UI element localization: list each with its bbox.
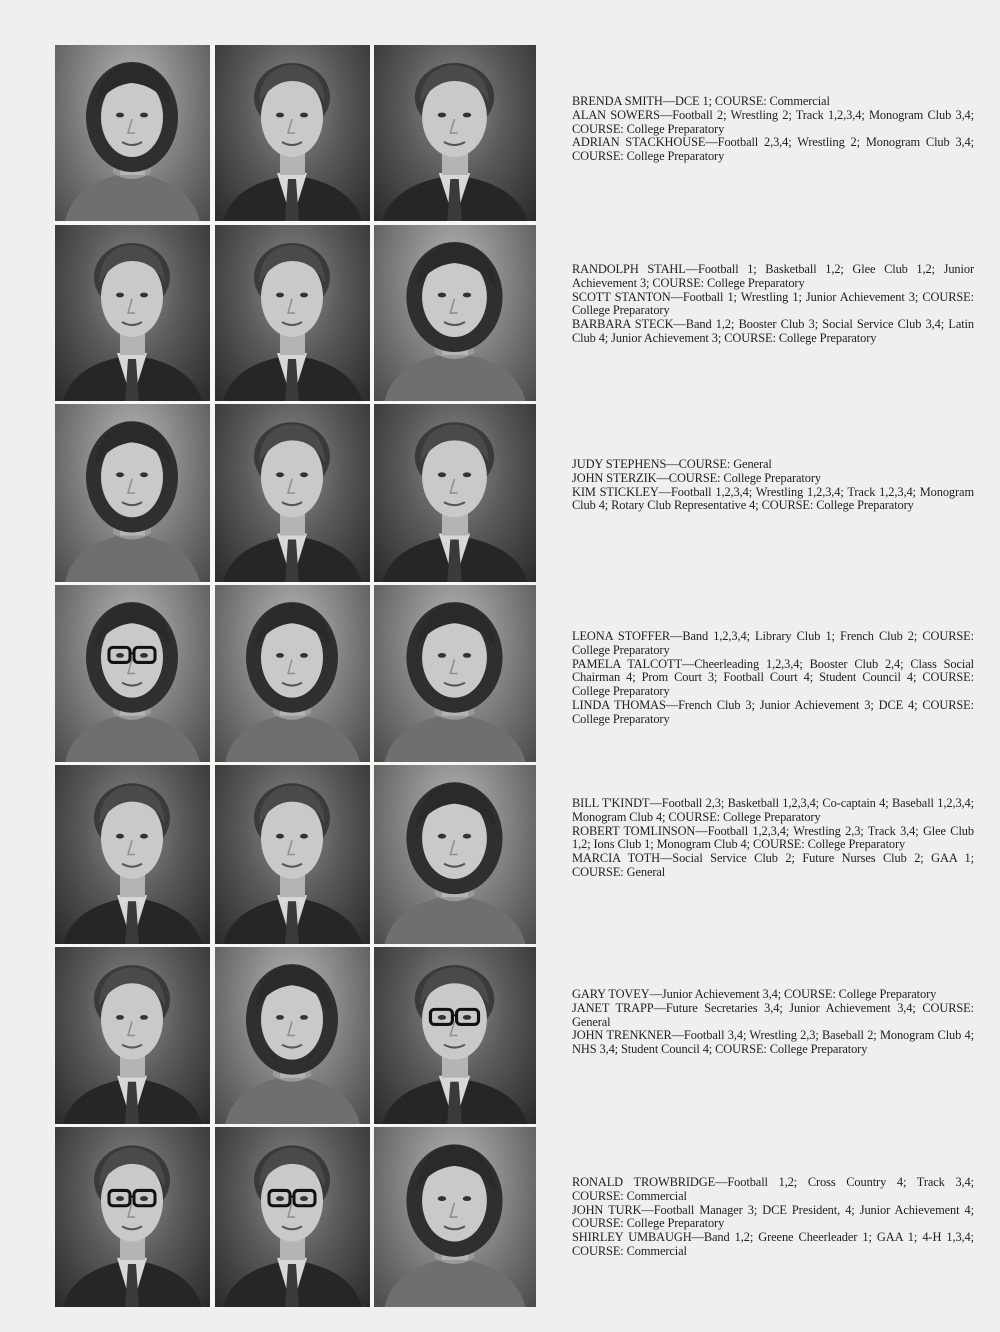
- portrait-row: [55, 225, 536, 401]
- student-portrait: [55, 404, 210, 582]
- student-portrait: [374, 45, 536, 221]
- student-portrait: [55, 225, 210, 401]
- student-entry: SHIRLEY UMBAUGH—Band 1,2; Greene Cheerleader 1; GAA 1; 4-H 1,3,4; COURSE: Commercial: [572, 1230, 974, 1258]
- student-portrait: [215, 585, 370, 762]
- student-entry: BRENDA SMITH—DCE 1; COURSE: Commercial: [572, 94, 830, 108]
- student-entry: ALAN SOWERS—Football 2; Wrestling 2; Track 1,2,3,4; Monogram Club 3,4; COURSE: College Preparatory: [572, 107, 974, 136]
- student-portrait: [374, 947, 536, 1124]
- student-portrait: [215, 947, 370, 1124]
- student-portrait: [374, 225, 536, 401]
- student-entry: GARY TOVEY—Junior Achievement 3,4; COURSE: College Preparatory: [572, 987, 937, 1001]
- caption-block: [572, 630, 974, 727]
- portrait-row: [55, 404, 536, 582]
- student-entry: ADRIAN STACKHOUSE—Football 2,3,4; Wrestling 2; Monogram Club 3,4; COURSE: College Preparatory: [572, 135, 974, 164]
- student-portrait: [55, 585, 210, 762]
- student-portrait: [215, 225, 370, 401]
- student-portrait: [215, 404, 370, 582]
- student-portrait: [374, 765, 536, 944]
- student-entry: BARBARA STECK—Band 1,2; Booster Club 3; Social Service Club 3,4; Latin Club 4; Junior Achievement 3; COURSE: College Preparatory: [572, 317, 974, 345]
- caption-block: [572, 263, 974, 346]
- student-entry: JANET TRAPP—Future Secretaries 3,4; Junior Achievement 3,4; COURSE: General: [572, 1000, 974, 1029]
- student-entry: SCOTT STANTON—Football 1; Wrestling 1; Junior Achievement 3; COURSE: College Preparatory: [572, 289, 974, 318]
- student-portrait: [55, 1127, 210, 1307]
- caption-block: [572, 95, 974, 164]
- student-portrait: [55, 45, 210, 221]
- portrait-row: [55, 765, 536, 944]
- student-portrait: [55, 947, 210, 1124]
- student-entry: ROBERT TOMLINSON—Football 1,2,3,4; Wrestling 2,3; Track 3,4; Glee Club 1,2; Ions Club 1; Monogram Club 4; COURSE: College Preparatory: [572, 823, 974, 852]
- student-entry: JOHN TRENKNER—Football 3,4; Wrestling 2,3; Baseball 2; Monogram Club 4; NHS 3,4; Student Council 4; COURSE: College Preparatory: [572, 1028, 974, 1057]
- student-entry: RANDOLPH STAHL—Football 1; Basketball 1,2; Glee Club 1,2; Junior Achievement 3; COURSE: College Preparatory: [572, 262, 974, 290]
- student-entry: KIM STICKLEY—Football 1,2,3,4; Wrestling 1,2,3,4; Track 1,2,3,4; Monogram Club 4; Rotary Club Representative 4; COURSE: College Preparatory: [572, 484, 974, 513]
- caption-block: [572, 988, 974, 1057]
- student-portrait: [215, 765, 370, 944]
- student-entry: LINDA THOMAS—French Club 3; Junior Achievement 3; DCE 4; COURSE: College Preparatory: [572, 697, 974, 726]
- student-portrait: [374, 404, 536, 582]
- student-entry: BILL T'KINDT—Football 2,3; Basketball 1,2,3,4; Co-captain 4; Baseball 1,2,3,4; Monogram Club 4; COURSE: College Preparatory: [572, 796, 974, 824]
- portrait-row: [55, 947, 536, 1124]
- portrait-row: [55, 45, 536, 221]
- student-portrait: [374, 585, 536, 762]
- caption-block: [572, 458, 974, 513]
- portrait-row: [55, 585, 536, 762]
- student-portrait: [374, 1127, 536, 1307]
- student-portrait: [215, 1127, 370, 1307]
- student-portrait: [55, 765, 210, 944]
- student-entry: JOHN STERZIK—COURSE: College Preparatory: [572, 470, 821, 485]
- student-entry: MARCIA TOTH—Social Service Club 2; Future Nurses Club 2; GAA 1; COURSE: General: [572, 851, 974, 879]
- student-entry: RONALD TROWBRIDGE—Football 1,2; Cross Country 4; Track 3,4; COURSE: Commercial: [572, 1175, 974, 1203]
- student-entry: LEONA STOFFER—Band 1,2,3,4; Library Club 1; French Club 2; COURSE: College Preparatory: [572, 629, 974, 657]
- student-entry: JOHN TURK—Football Manager 3; DCE President, 4; Junior Achievement 4; COURSE: College Preparatory: [572, 1202, 974, 1231]
- student-portrait: [215, 45, 370, 221]
- student-entry: PAMELA TALCOTT—Cheerleading 1,2,3,4; Booster Club 2,4; Class Social Chairman 4; Prom Court 3; Football Court 4; Student Council 4; COURSE: College Preparatory: [572, 656, 974, 699]
- portrait-row: [55, 1127, 536, 1307]
- student-entry: JUDY STEPHENS—COURSE: General: [572, 457, 772, 471]
- portrait-grid: [55, 45, 536, 1307]
- caption-block: [572, 1176, 974, 1259]
- caption-block: [572, 797, 974, 880]
